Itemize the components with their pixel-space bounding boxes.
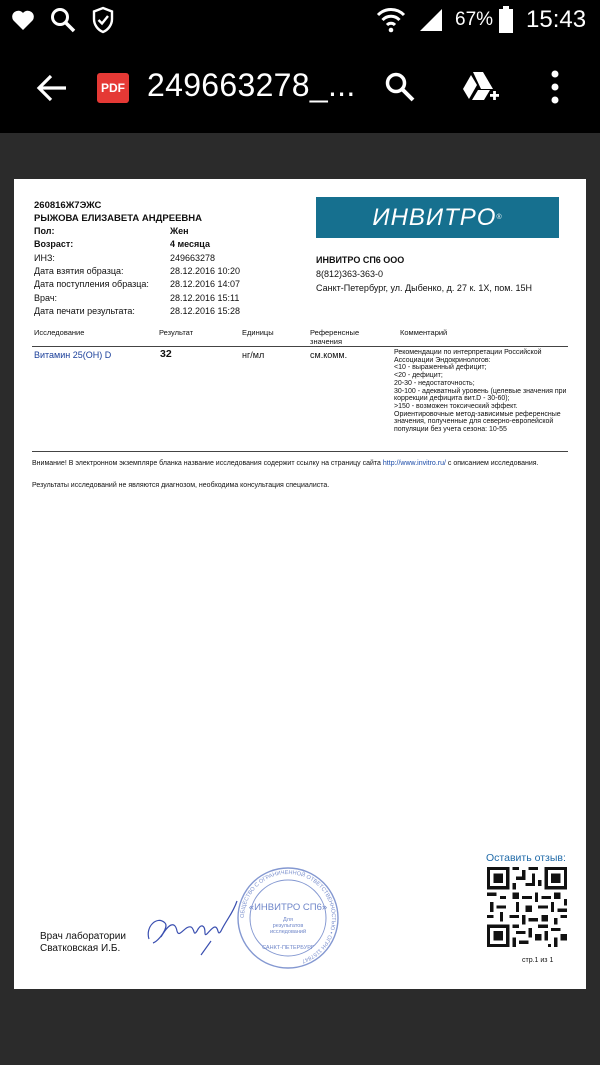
order-id: 260816Ж7ЭЖС (34, 200, 102, 211)
lab-stamp (236, 866, 340, 970)
field-label: Дата взятия образца: (34, 266, 124, 276)
signal-icon (418, 8, 444, 32)
stamp-ring-text: ОБЩЕСТВО С ОГРАНИЧЕННОЙ ОТВЕТСТВЕННОСТЬЮ • ОГРН 1157847 (239, 869, 337, 964)
units-value: нг/мл (242, 350, 265, 360)
patient-name: РЫЖОВА ЕЛИЗАВЕТА АНДРЕЕВНА (34, 213, 202, 224)
notice-tail: с описанием исследования. (447, 460, 539, 467)
search-icon[interactable] (384, 71, 416, 103)
header-test: Исследование (34, 328, 85, 337)
comment-line: <20 - дефицит; (394, 372, 443, 380)
stamp-line: Для (283, 917, 293, 923)
comment-line: 30-100 - адекватный уровень (целевые значения при коррекции дефицита вит.D - 30-60); (394, 387, 567, 403)
field-label: Пол: (34, 226, 55, 236)
logo-mark: ® (496, 214, 503, 221)
test-name-link[interactable]: Витамин 25(OH) D (34, 350, 112, 360)
clock: 15:43 (526, 6, 587, 33)
feedback-label[interactable]: Оставить отзыв: (486, 852, 566, 864)
more-vert-icon[interactable] (549, 69, 561, 105)
ref-value: см.комм. (310, 350, 348, 360)
field-value: 28.12.2016 15:11 (170, 293, 240, 303)
field-value: 249663278 (170, 253, 216, 263)
comment-line: Рекомендации по интерпретации Российской Ассоциации Эндокринологов: (394, 349, 542, 364)
field-label: Врач: (34, 293, 58, 303)
page-number: стр.1 из 1 (522, 957, 554, 964)
field-value: 4 месяца (170, 239, 210, 249)
field-value: 28.12.2016 10:20 (170, 266, 241, 276)
field-label: Дата печати результата: (34, 306, 135, 316)
comment-line: Ориентировочные метод-зависимые референсные значения, полученные для северно-европейской популяции без учета сезона: 10-55 (394, 410, 561, 434)
logo-text: ИНВИТРО (372, 204, 497, 231)
disclaimer: Результаты исследований не являются диагнозом, необходима консультация специалиста. (32, 482, 330, 489)
pdf-icon: PDF (97, 73, 129, 103)
field-value: 28.12.2016 15:28 (170, 306, 241, 316)
field-label: Дата поступления образца: (34, 279, 149, 289)
comment-line: >150 - возможен токсический эффект. (394, 402, 518, 410)
pdf-page[interactable] (14, 179, 586, 989)
stamp-city: САНКТ-ПЕТЕРБУРГ (262, 945, 314, 951)
wifi-icon (376, 5, 406, 33)
table-bottom-divider (32, 451, 568, 452)
invitro-logo (316, 197, 559, 238)
drive-add-icon[interactable] (460, 70, 500, 106)
status-bar (0, 0, 600, 40)
battery-percent: 67% (455, 9, 494, 30)
stamp-line: результатов (272, 923, 304, 929)
comment-line: 20-30 - недостаточность; (394, 379, 475, 387)
stamp-line: исследований (269, 929, 307, 935)
document-title: 249663278_... (147, 67, 356, 103)
header-comment: Комментарий (400, 328, 448, 337)
table-header-divider (32, 346, 568, 347)
lab-name: ИНВИТРО СП6 ООО (316, 255, 405, 265)
doctor-name: Сватковская И.Б. (40, 943, 121, 954)
field-value: 28.12.2016 14:07 (170, 279, 241, 289)
shield-icon (92, 6, 114, 34)
lab-phone: 8(812)363-363-0 (316, 269, 384, 279)
header-ref: Референсные (310, 328, 360, 337)
invitro-site-link[interactable]: http://www.invitro.ru/ (382, 460, 446, 467)
app-bar (0, 40, 600, 133)
header-ref-2: значения (310, 337, 343, 346)
field-label: ИНЗ: (34, 253, 55, 263)
battery-icon (498, 6, 514, 34)
comment-block (394, 349, 569, 434)
lab-address: Санкт-Петербург, ул. Дыбенко, д. 27 к. 1Х, пом. 15Н (316, 283, 532, 293)
comment-line: <10 - выраженный дефицит; (394, 364, 487, 372)
result-value: 32 (160, 348, 172, 360)
heart-icon (10, 9, 36, 31)
stamp-title: «ИНВИТРО СП6» (248, 902, 328, 913)
header-result: Результат (159, 328, 194, 337)
header-units: Единицы (242, 328, 274, 337)
notice-text: Внимание! В электронном экземпляре бланка название исследования содержит ссылку на страницу сайта (32, 460, 381, 467)
field-label: Возраст: (34, 239, 74, 249)
field-value: Жен (170, 226, 189, 236)
back-arrow-icon[interactable] (36, 73, 68, 103)
search-icon (50, 7, 76, 33)
notice (32, 459, 568, 468)
doctor-title: Врач лаборатории (40, 931, 126, 942)
doctor-signature (141, 897, 241, 957)
feedback-qr-code[interactable] (487, 867, 567, 947)
